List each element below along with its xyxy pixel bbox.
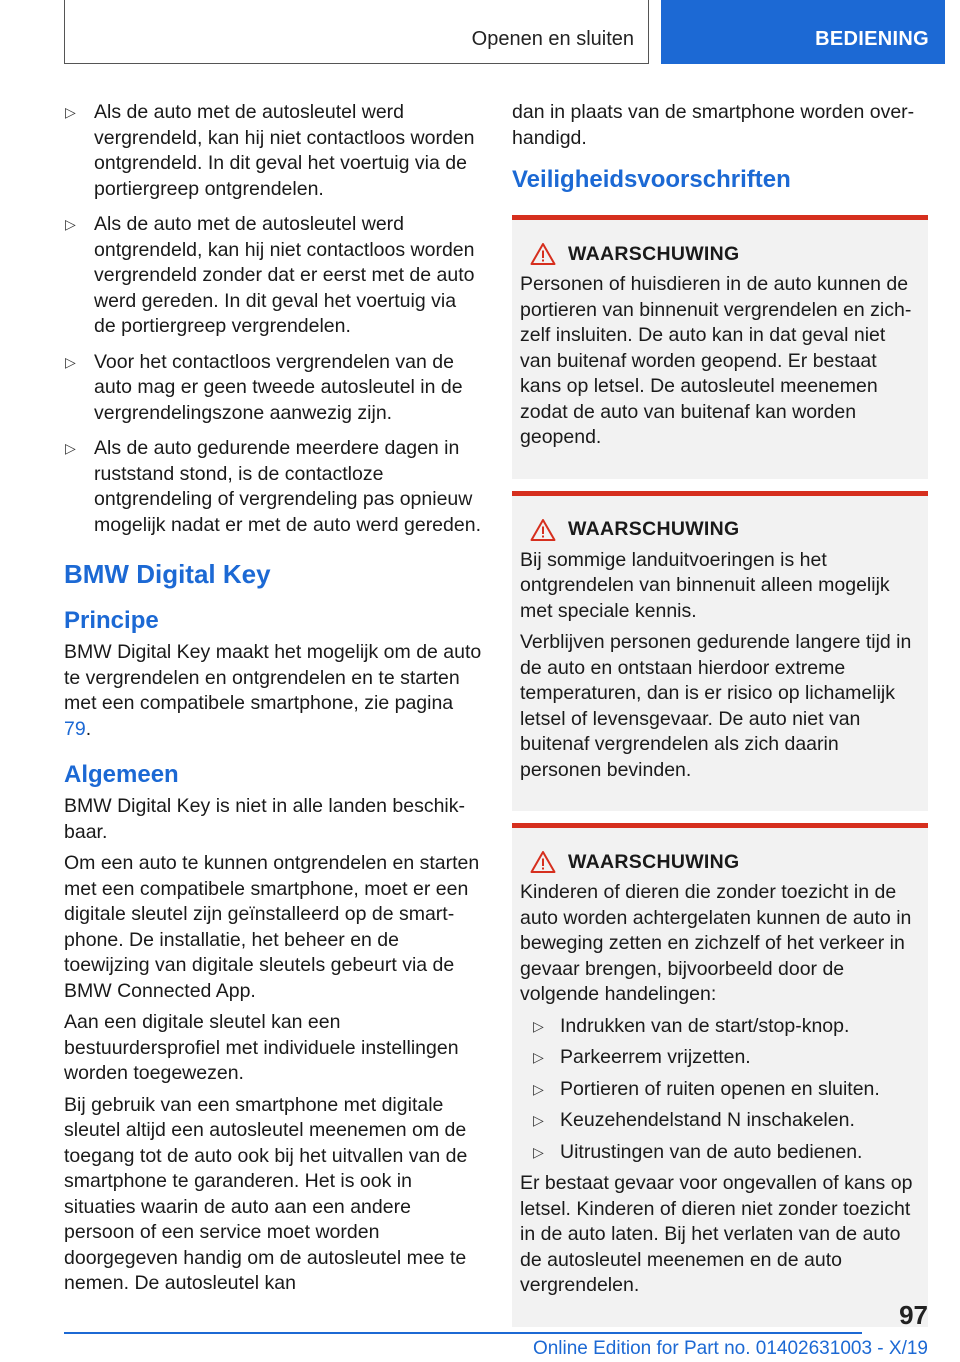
triangle-bullet-icon: ▷ [533,1080,544,1097]
warning-text: Bij sommige landuitvoeringen is het ontgrendelen van binnenuit alleen mogelijk met speciale kennis. [520,548,890,622]
triangle-bullet-icon: ▷ [533,1112,544,1128]
principe-text: BMW Digital Key maakt het mogelijk om de auto te vergrendelen en ontgrendelen en te starten met een compatibele smartphone, zie pagina 79. [64,641,482,740]
list-item: ▷ Als de auto met de autosleutel werd ontgrendeld, kan hij niet contactloos worden vergrendeld zonder dat er eerst met de auto werd gereden. In dit geval het voertuig via de portiergreep vergrendelen. [65,213,475,337]
heading-digital-key: BMW Digital Key [64,559,271,589]
header-section: BEDIENING [815,28,929,50]
triangle-bullet-icon: ▷ [65,440,76,456]
triangle-bullet-icon: ▷ [65,216,76,232]
header-section-box [661,0,945,64]
header-chapter: Openen en sluiten [471,28,634,50]
heading-algemeen: Algemeen [64,761,179,788]
warning-text: Verblijven personen gedurende langere tijd in de auto en ontstaan hierdoor extreme temperaturen, dan is er risico op lichamelijk letsel of levensgevaar. De auto niet van buitenaf vergrendelen als zich daarin personen bevinden. [520,631,912,781]
triangle-bullet-icon: ▷ [65,353,76,370]
list-item: ▷ Keuzehendelstand N inschakelen. [532,1108,920,1134]
footer-divider [64,1332,862,1334]
warning-triangle-icon [530,850,556,874]
triangle-bullet-icon: ▷ [533,1143,544,1160]
algemeen-paragraph: Om een auto te kunnen ontgrendelen en starten met een compatibele smartphone, moet er een digitale sleutel zijn geïnstalleerd op de smartphone. De installatie, het beheer en de toewijzing van digitale sleutels gebeurt via de BMW Connected App. [64,852,480,1002]
page-number: 97 [899,1300,928,1330]
left-column [64,100,482,1303]
warning-box [512,491,928,812]
warning-triangle-icon [530,518,556,542]
warning-title: WAARSCHUWING [568,242,740,265]
list-item: ▷ Als de auto gedurende meerdere dagen in ruststand stond, is de contactloze ontgrendeling of vergrendeling pas opnieuw mogelijk nadat er met de auto werd gereden. [65,437,481,536]
warning-title: WAARSCHUWING [568,850,740,873]
right-column [512,100,928,1339]
triangle-bullet-icon: ▷ [533,1049,544,1065]
warning-text: Personen of huisdieren in de auto kunnen de portieren van binnenuit vergrendelen en zichzelf insluiten. De auto kan in dat geval niet van buitenaf worden geopend. Er bestaat kans op letsel. De autosleutel meenemen zodat de auto van buitenaf kan worden geopend. [520,273,912,448]
footer-edition: Online Edition for Part no. 01402631003 - X/19 [532,1338,928,1359]
list-item: ▷ Als de auto met de autosleutel werd vergrendeld, kan hij niet contactloos worden ontgrendeld. In dit geval het voertuig via de portiergreep ontgrendelen. [65,101,475,200]
header-chapter-box [64,0,649,64]
page-reference-link[interactable]: 79 [64,717,86,740]
continuation-text: dan in plaats van de smartphone worden overhandigd. [512,101,915,149]
heading-principe: Principe [64,607,159,634]
warning-text: Kinderen of dieren die zonder toezicht in de auto worden achtergelaten kunnen de auto in beweging zetten en zichzelf of het verkeer in gevaar brengen, bijvoorbeeld door de volgende handelingen: [520,881,912,1005]
algemeen-paragraph: Bij gebruik van een smartphone met digitale sleutel altijd een autosleutel meenemen om de toegang tot de auto ook bij het uitvallen van de smartphone te garanderen. Het is ook in situaties waarin de auto aan een andere persoon of een service moet worden doorgegeven handig om de autosleutel mee te nemen. De autosleutel kan [64,1093,468,1294]
list-item: ▷ Portieren of ruiten openen en sluiten. [532,1077,920,1103]
triangle-bullet-icon: ▷ [65,104,76,120]
warning-triangle-icon [530,242,556,266]
warning-box [512,215,928,479]
list-item: ▷ Indrukken van de start/stop-knop. [532,1014,920,1040]
warning-title: WAARSCHUWING [568,518,740,540]
warning-box [512,823,928,1327]
heading-safety: Veiligheidsvoorschriften [512,166,791,193]
algemeen-paragraph: Aan een digitale sleutel kan een bestuurdersprofiel met individuele instellingen worden toegewezen. [64,1011,459,1084]
list-item: ▷ Uitrustingen van de auto bedienen. [532,1140,920,1166]
list-item: ▷ Parkeerrem vrijzetten. [532,1045,920,1071]
list-item: ▷ Voor het contactloos vergrendelen van de auto mag er geen tweede autosleutel in de vergrendelingszone aanwezig zijn. [65,350,463,424]
triangle-bullet-icon: ▷ [533,1017,544,1034]
warning-text: Er bestaat gevaar voor ongevallen of kans op letsel. Kinderen of dieren niet zonder toezicht in de auto laten. Bij het verlaten van de auto de autosleutel meenemen en de auto vergrendelen. [520,1172,913,1296]
algemeen-paragraph: BMW Digital Key is niet in alle landen beschikbaar. [64,795,466,843]
